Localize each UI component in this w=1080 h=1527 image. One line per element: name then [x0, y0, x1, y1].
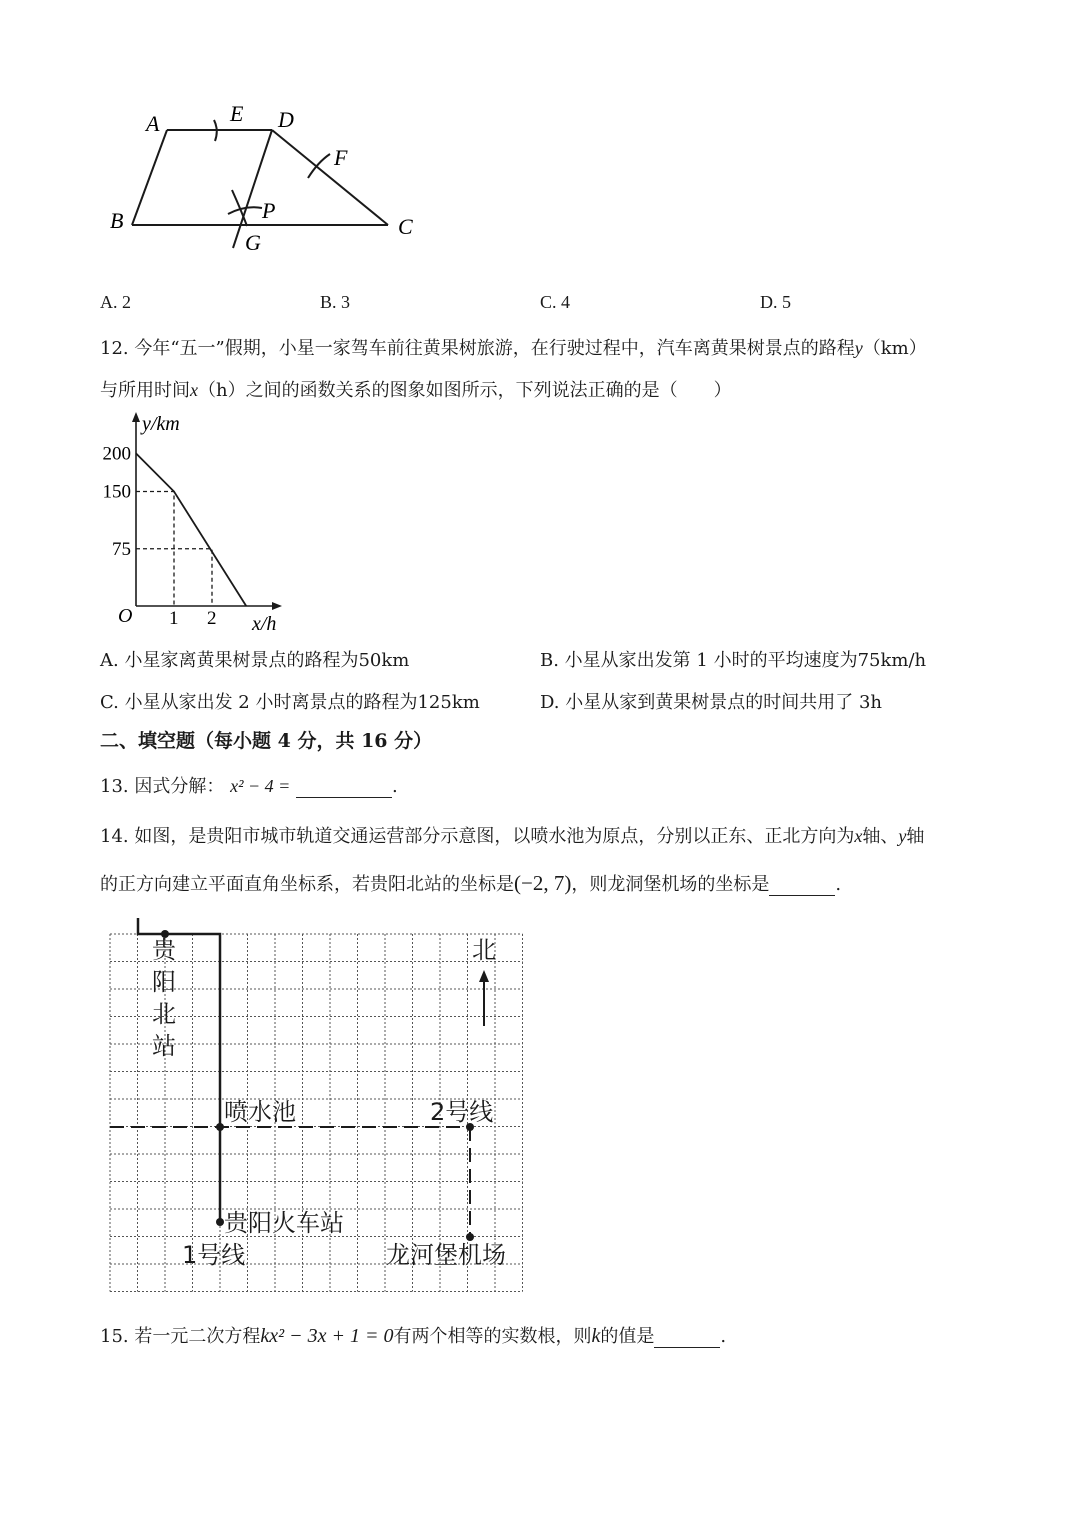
- q14-end: .: [835, 874, 842, 895]
- q13-prefix: 13. 因式分解：: [100, 776, 225, 797]
- q12-line2-suffix: （h）之间的函数关系的图象如图所示，下列说法正确的是（ ）: [198, 380, 732, 401]
- section-title: 二、填空题（每小题 4 分，共 16 分）: [100, 730, 433, 752]
- station-north-char1: 贵: [152, 936, 176, 964]
- q13-answer-blank[interactable]: [296, 776, 392, 798]
- q14-line1-end: 轴: [906, 826, 925, 847]
- q14-coordinate: (−2, 7): [514, 871, 572, 895]
- label-B: B: [110, 208, 124, 233]
- train-station-label: 贵阳火车站: [224, 1209, 344, 1237]
- q12-line2-prefix: 与所用时间: [100, 380, 190, 401]
- q14-line2-prefix: 的正方向建立平面直角坐标系，若贵阳北站的坐标是: [100, 874, 514, 895]
- q12-option-c: C. 小星从家出发 2 小时离景点的路程为125km: [100, 692, 480, 713]
- airport-dot: [466, 1233, 474, 1241]
- x-axis-arrow: [272, 602, 282, 610]
- line1-label: 1号线: [182, 1241, 246, 1269]
- q15-mid: 有两个相等的实数根，则: [393, 1326, 592, 1347]
- q13-line: [100, 772, 398, 798]
- q14-line2: [100, 870, 841, 896]
- label-E: E: [230, 101, 244, 126]
- q12-var-x: x: [190, 380, 198, 400]
- line1-route: [138, 918, 220, 1222]
- q15-answer-blank[interactable]: [654, 1326, 720, 1348]
- q14-line2-suffix: ，则龙洞堡机场的坐标是: [571, 874, 770, 895]
- series-line: [136, 453, 246, 606]
- q12-line2: [100, 376, 732, 402]
- y-tick-200: 200: [102, 443, 131, 465]
- label-F: F: [334, 145, 348, 170]
- north-arrow-head: [479, 970, 489, 982]
- station-north-char4: 站: [152, 1032, 176, 1060]
- q12-option-d: D. 小星从家到黄果树景点的时间共用了 3h: [540, 692, 882, 713]
- origin-label: O: [118, 605, 133, 627]
- label-P: P: [262, 198, 276, 223]
- y-axis-label: y/km: [142, 413, 180, 435]
- q14-answer-blank[interactable]: [769, 874, 835, 896]
- q12-option-b: B. 小星从家出发第 1 小时的平均速度为75km/h: [540, 650, 927, 671]
- q11-option-d: D. 5: [760, 292, 791, 312]
- q14-line1-text: 14. 如图，是贵阳市城市轨道交通运营部分示意图，以喷水池为原点，分别以正东、正北方向为: [100, 826, 855, 847]
- q11-option-a: A. 2: [100, 292, 131, 312]
- label-A: A: [146, 111, 160, 136]
- q12-line1-prefix: 12. 今年“五一”假期，小星一家驾车前往黄果树旅游，在行驶过程中，汽车离黄果树景点的路程: [100, 338, 855, 359]
- q14-var-x: x: [854, 826, 863, 846]
- q13-expression: x² − 4 =: [230, 776, 291, 796]
- trapezoid-figure: [100, 95, 440, 265]
- station-north-char3: 北: [152, 1000, 176, 1028]
- q12-line1-suffix: （km）: [862, 338, 927, 359]
- line2-label: 2号线: [430, 1098, 494, 1126]
- q15-line: [100, 1322, 726, 1348]
- q15-prefix: 15. 若一元二次方程: [100, 1326, 261, 1347]
- q15-var-k: k: [591, 1325, 601, 1347]
- x-tick-1: 1: [169, 608, 179, 629]
- fountain-dot: [216, 1123, 224, 1131]
- north-label: 北: [472, 936, 496, 964]
- q14-line1: [100, 822, 924, 848]
- q12-var-y: y: [854, 338, 863, 358]
- airport-label: 龙河堡机场: [386, 1241, 506, 1269]
- y-tick-75: 75: [112, 538, 131, 560]
- q12-option-a: A. 小星家离黄果树景点的路程为50km: [100, 650, 410, 671]
- q15-end: .: [720, 1326, 727, 1347]
- label-C: C: [398, 214, 413, 239]
- q13-suffix: .: [392, 776, 398, 797]
- distance-time-chart: [90, 405, 290, 635]
- metro-map: [100, 912, 540, 1302]
- q12-line1: [100, 334, 927, 360]
- q14-line1-mid: 轴、: [862, 826, 899, 847]
- train-station-dot: [216, 1218, 224, 1226]
- q14-var-y: y: [898, 826, 907, 846]
- q11-option-b: B. 3: [320, 292, 351, 312]
- station-north-char2: 阳: [152, 968, 176, 996]
- q15-equation: kx² − 3x + 1 = 0: [260, 1325, 394, 1347]
- x-axis-label: x/h: [252, 613, 277, 635]
- y-axis-arrow: [132, 412, 140, 422]
- fountain-label: 喷水池: [224, 1098, 296, 1126]
- guide-line-1: [136, 492, 174, 606]
- label-G: G: [245, 230, 261, 255]
- y-tick-150: 150: [102, 481, 131, 503]
- x-tick-2: 2: [207, 608, 217, 629]
- q11-option-c: C. 4: [540, 292, 571, 312]
- q15-suffix: 的值是: [600, 1326, 655, 1347]
- label-D: D: [278, 107, 294, 132]
